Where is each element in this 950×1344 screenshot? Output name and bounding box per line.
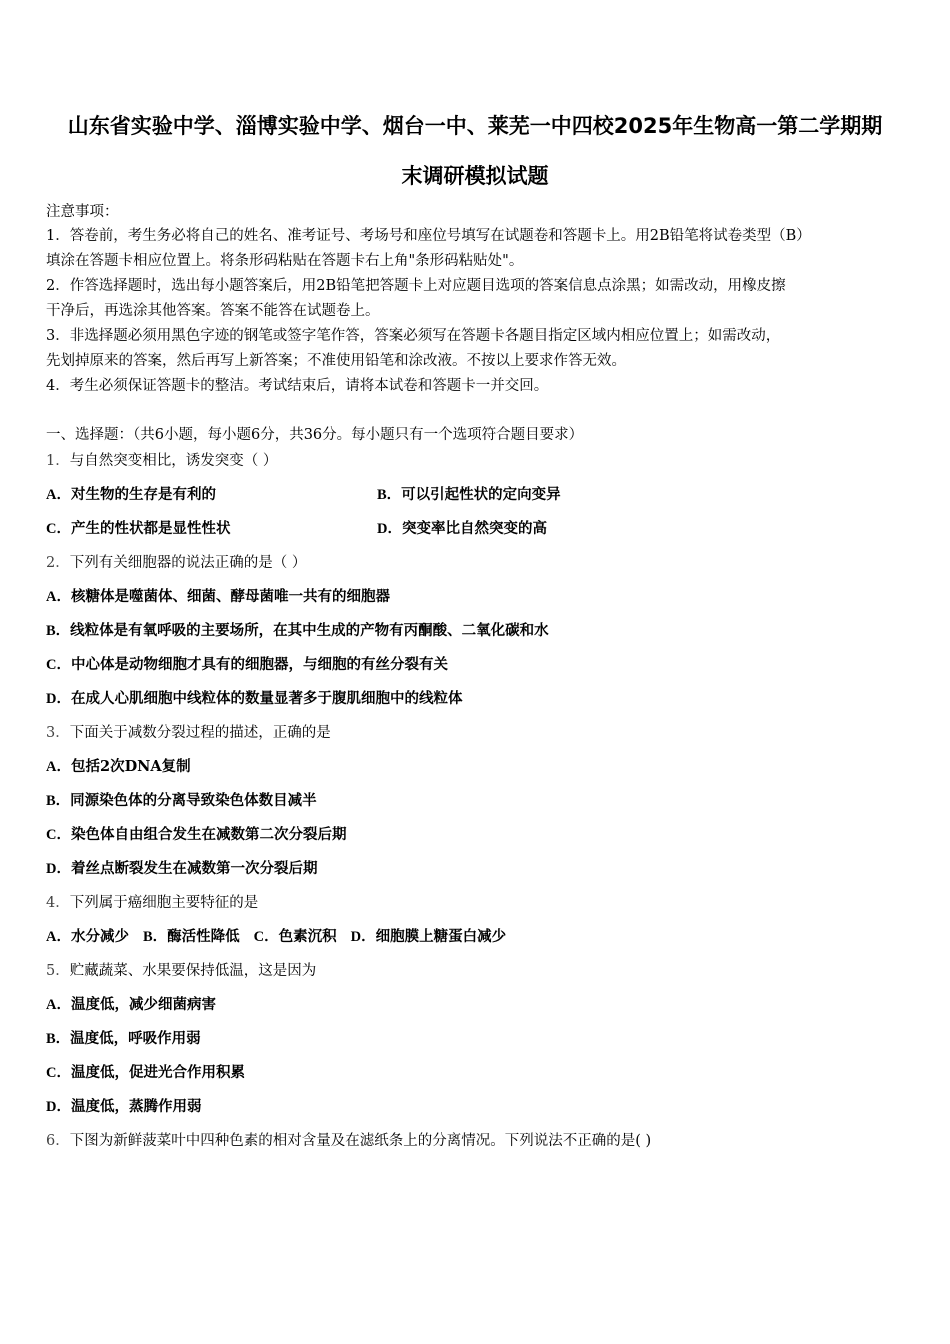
question-stem (46, 553, 306, 573)
option-text: 细胞膜上糖蛋白减少 (375, 928, 507, 945)
question-number: 3． (46, 725, 70, 741)
option-letter: D． (377, 521, 402, 537)
option-text: 可以引起性状的定向变异 (401, 486, 561, 503)
option-d[interactable] (351, 928, 506, 945)
page-title-line-2: 末调研模拟试题 (401, 164, 549, 188)
option-d[interactable] (46, 1097, 201, 1117)
option-text: 温度低，呼吸作用弱 (70, 1030, 201, 1047)
question-stem (46, 1131, 651, 1151)
option-text: 色素沉积 (278, 928, 337, 945)
option-a[interactable] (46, 587, 390, 607)
question-number: 2． (46, 555, 70, 571)
option-text: 同源染色体的分离导致染色体数目减半 (70, 792, 317, 809)
question-text: 贮藏蔬菜、水果要保持低温，这是因为 (69, 963, 317, 979)
option-text: 温度低，减少细菌病害 (70, 996, 216, 1013)
option-text: 着丝点断裂发生在减数第一次分裂后期 (70, 860, 318, 877)
notice-line: 4．考生必须保证答题卡的整洁。考试结束后，请将本试卷和答题卡一并交回。 (46, 378, 549, 394)
option-d[interactable] (46, 859, 317, 879)
option-letter: B． (46, 1031, 71, 1047)
option-text: 包括2次DNA复制 (70, 758, 191, 775)
option-b[interactable] (46, 1029, 201, 1049)
option-b[interactable] (46, 791, 317, 811)
option-letter: C． (46, 521, 71, 537)
option-b[interactable] (46, 621, 549, 641)
option-row (46, 927, 506, 947)
question-number: 4． (46, 895, 70, 911)
option-letter: B． (46, 623, 71, 639)
option-letter: A． (46, 997, 71, 1013)
option-text: 温度低，蒸腾作用弱 (70, 1098, 202, 1115)
option-letter: A． (46, 929, 71, 945)
notice-line: 先划掉原来的答案，然后再写上新答案；不准使用铅笔和涂改液。不按以上要求作答无效。 (46, 353, 626, 369)
notice-heading: 注意事项： (46, 204, 119, 220)
option-letter: D． (46, 1099, 71, 1115)
option-c[interactable] (46, 655, 448, 675)
question-stem (46, 893, 258, 913)
section-heading: 一、选择题：（共6小题，每小题6分，共36分。每小题只有一个选项符合题目要求） (46, 427, 584, 443)
question-text: 下图为新鲜菠菜叶中四种色素的相对含量及在滤纸条上的分离情况。下列说法不正确的是( ) (69, 1133, 652, 1149)
option-letter: C． (46, 657, 71, 673)
question-text: 与自然突变相比，诱发突变（ ） (69, 453, 278, 469)
option-a[interactable] (46, 757, 191, 777)
question-number: 1． (46, 453, 70, 469)
option-text: 中心体是动物细胞才具有的细胞器，与细胞的有丝分裂有关 (70, 656, 448, 673)
option-text: 对生物的生存是有利的 (70, 486, 216, 503)
option-letter: B． (142, 929, 168, 945)
question-stem (46, 961, 316, 981)
option-text: 产生的性状都是显性性状 (70, 520, 231, 537)
option-a[interactable] (46, 995, 216, 1015)
question-text: 下列属于癌细胞主要特征的是 (69, 895, 259, 911)
option-b[interactable] (377, 485, 561, 505)
option-d[interactable] (377, 519, 547, 539)
question-number: 5． (46, 963, 70, 979)
option-letter: A． (46, 487, 71, 503)
option-c[interactable] (46, 825, 346, 845)
option-letter: B． (377, 487, 402, 503)
page-title-line-1: 山东省实验中学、淄博实验中学、烟台一中、莱芜一中四校2025年生物高一第二学期期 (67, 114, 883, 138)
option-text: 水分减少 (70, 928, 129, 945)
option-letter: B． (46, 793, 71, 809)
option-c[interactable] (46, 519, 230, 539)
option-letter: D． (46, 691, 71, 707)
option-d[interactable] (46, 689, 462, 709)
option-text: 在成人心肌细胞中线粒体的数量显著多于腹肌细胞中的线粒体 (70, 690, 463, 707)
option-c[interactable] (46, 1063, 245, 1083)
notice-line: 干净后，再选涂其他答案。答案不能答在试题卷上。 (46, 303, 380, 319)
option-text: 染色体自由组合发生在减数第二次分裂后期 (70, 826, 347, 843)
option-a[interactable] (46, 485, 216, 505)
option-text: 突变率比自然突变的高 (401, 520, 547, 537)
option-letter: A． (46, 759, 71, 775)
option-text: 线粒体是有氧呼吸的主要场所，在其中生成的产物有丙酮酸、二氧化碳和水 (70, 622, 549, 639)
notice-line: 填涂在答题卡相应位置上。将条形码粘贴在答题卡右上角"条形码粘贴处"。 (46, 253, 524, 269)
option-a[interactable] (46, 928, 129, 945)
question-stem (46, 723, 331, 743)
option-letter: C． (46, 1065, 71, 1081)
notice-line: 3．非选择题必须用黑色字迹的钢笔或签字笔作答，答案必须写在答题卡各题目指定区域内相应位置上；如需改动， (46, 328, 781, 344)
option-text: 核糖体是噬菌体、细菌、酵母菌唯一共有的细胞器 (70, 588, 390, 605)
option-c[interactable] (254, 928, 337, 945)
question-text: 下列有关细胞器的说法正确的是（ ） (69, 555, 307, 571)
option-letter: D． (350, 929, 376, 945)
option-text: 酶活性降低 (167, 928, 240, 945)
notice-line: 2．作答选择题时，选出每小题答案后，用2B铅笔把答题卡上对应题目选项的答案信息点涂黑；如需改动，用橡皮擦 (46, 278, 786, 294)
question-text: 下面关于减数分裂过程的描述，正确的是 (69, 725, 331, 741)
notice-line: 1．答卷前，考生务必将自己的姓名、准考证号、考场号和座位号填写在试题卷和答题卡上。用2B铅笔将试卷类型（B） (46, 228, 811, 244)
option-text: 温度低，促进光合作用积累 (70, 1064, 245, 1081)
option-letter: A． (46, 589, 71, 605)
question-stem (46, 451, 277, 471)
option-b[interactable] (143, 928, 240, 945)
option-letter: D． (46, 861, 71, 877)
question-number: 6． (46, 1133, 70, 1149)
option-letter: C． (46, 827, 71, 843)
option-letter: C． (253, 929, 279, 945)
